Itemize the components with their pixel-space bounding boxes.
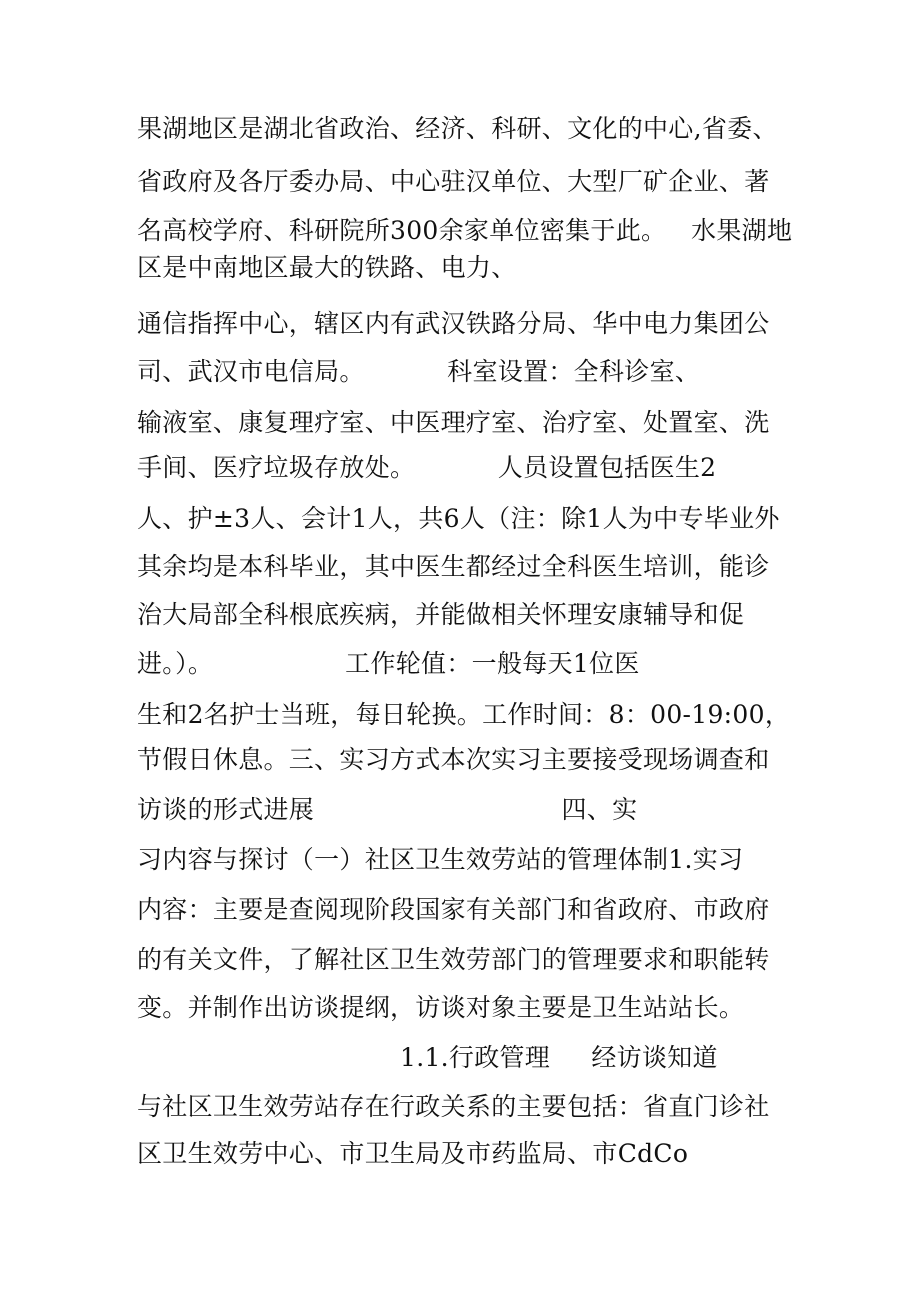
text-line: 节假日休息。三、实习方式本次实习主要接受现场调查和: [137, 745, 770, 774]
text-line: 手间、医疗垃圾存放处。 人员设置包括医生2: [137, 453, 717, 482]
text-line: 生和2名护士当班，每日轮换。工作时间：8：00-19:00，: [137, 700, 791, 729]
text-line: 区卫生效劳中心、市卫生局及市药监局、市CdCo: [137, 1139, 689, 1168]
text-line: 内容：主要是查阅现阶段国家有关部门和省政府、市政府: [137, 895, 770, 924]
text-line: 访谈的形式进展 四、实: [137, 795, 638, 824]
text-line: 省政府及各厅委办局、中心驻汉单位、大型厂矿企业、著: [137, 167, 770, 196]
text-line: 果湖地区是湖北省政治、经济、科研、文化的中心,省委、: [137, 114, 778, 143]
text-line: 与社区卫生效劳站存在行政关系的主要包括：省直门诊社: [137, 1092, 770, 1121]
text-line: 其余均是本科毕业，其中医生都经过全科医生培训，能诊: [137, 552, 770, 581]
text-line: 变。并制作出访谈提纲，访谈对象主要是卫生站站长。: [137, 993, 745, 1022]
text-line: 进。）。 工作轮值：一般每天1位医: [137, 649, 640, 678]
text-line: 习内容与探讨（一）社区卫生效劳站的管理体制1.实习: [137, 845, 744, 874]
text-line: 人、护±3人、会计1人，共6人（注：除1人为中专毕业外: [137, 504, 780, 533]
text-line: 司、武汉市电信局。 科室设置：全科诊室、: [137, 357, 701, 386]
text-line: 通信指挥中心，辖区内有武汉铁路分局、华中电力集团公: [137, 309, 770, 338]
text-line: 输液室、康复理疗室、中医理疗室、治疗室、处置室、洗: [137, 408, 770, 437]
text-line: 治大局部全科根底疾病，并能做相关怀理安康辅导和促: [137, 600, 745, 629]
text-line: 区是中南地区最大的铁路、电力、: [137, 253, 517, 282]
text-line: 名高校学府、科研院所300余家单位密集于此。 水果湖地: [137, 216, 793, 245]
section-heading-line: 1.1.行政管理 经访谈知道: [400, 1043, 718, 1072]
text-line: 的有关文件，了解社区卫生效劳部门的管理要求和职能转: [137, 945, 770, 974]
